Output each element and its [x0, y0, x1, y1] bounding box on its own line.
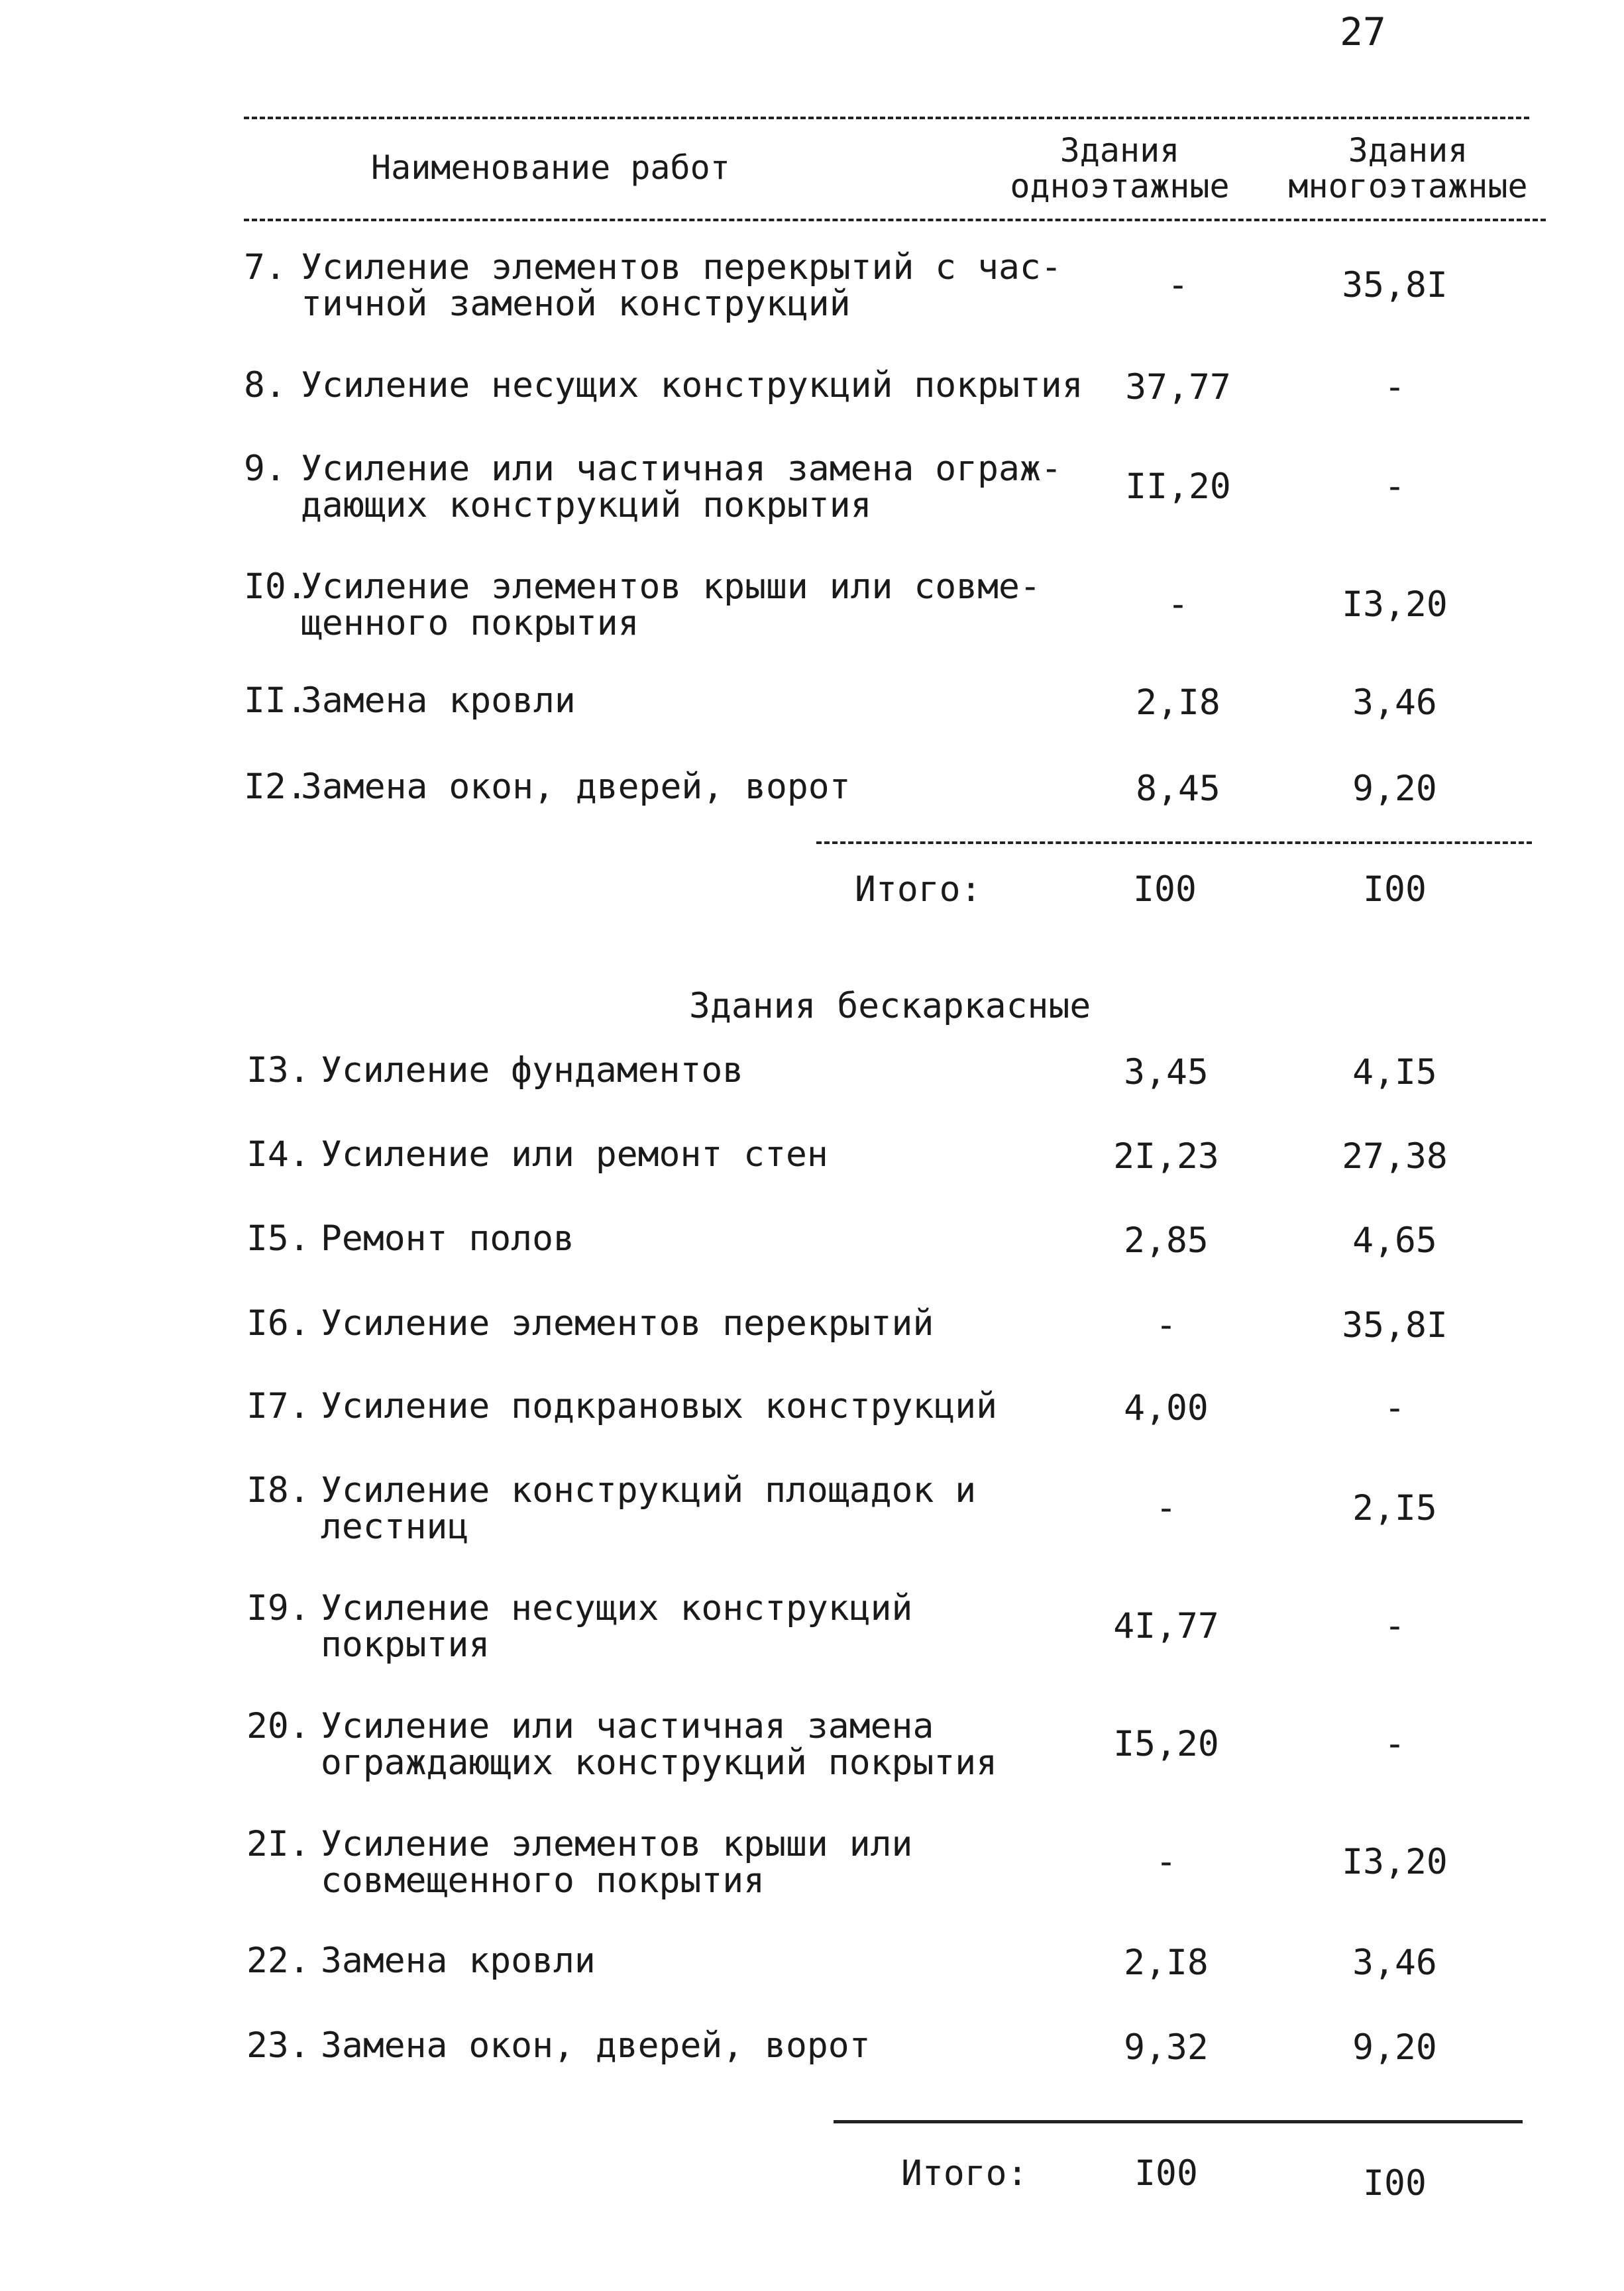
- item-number: I7.: [246, 1386, 310, 1426]
- value-single-storey: 8,45: [1136, 769, 1220, 809]
- item-text: Усиление или частичная замена ограж-: [301, 449, 1062, 489]
- value-single-storey: 37,77: [1125, 367, 1231, 407]
- value-multi-storey: 27,38: [1342, 1136, 1448, 1177]
- item-text: Замена кровли: [321, 1941, 596, 1981]
- item-text: Ремонт полов: [321, 1218, 574, 1259]
- value-multi-storey: I3,20: [1342, 584, 1448, 625]
- item-text: лестниц: [321, 1507, 469, 1547]
- list-item: [246, 1052, 743, 1089]
- total-1-single: I00: [1133, 869, 1197, 910]
- total-2-label: Итого:: [901, 2153, 1028, 2194]
- total-2-multi: I00: [1363, 2163, 1427, 2204]
- value-multi-storey: -: [1384, 367, 1405, 407]
- value-single-storey: II,20: [1125, 466, 1231, 507]
- item-number: 9.: [244, 449, 286, 489]
- item-number: 23.: [246, 2025, 310, 2066]
- value-multi-storey: 9,20: [1352, 769, 1437, 809]
- list-item: [244, 451, 1062, 523]
- item-text: Замена кровли: [301, 680, 576, 721]
- header-col-multi: [1275, 133, 1541, 204]
- item-text: Усиление подкрановых конструкций: [321, 1386, 998, 1426]
- value-single-storey: 2I,23: [1113, 1136, 1219, 1177]
- value-single-storey: 2,I8: [1136, 682, 1220, 723]
- value-single-storey: -: [1167, 265, 1189, 305]
- item-text: ограждающих конструкций покрытия: [321, 1742, 998, 1783]
- list-item: [244, 568, 1041, 641]
- item-text: Усиление фундаментов: [321, 1050, 744, 1091]
- item-number: I8.: [246, 1470, 310, 1511]
- item-text: Усиление несущих конструкций покрытия: [301, 365, 1083, 405]
- value-multi-storey: 9,20: [1352, 2027, 1437, 2068]
- total-2-single: I00: [1134, 2153, 1198, 2194]
- value-multi-storey: -: [1384, 466, 1405, 507]
- item-text: Усиление элементов перекрытий: [321, 1303, 934, 1344]
- list-item: [246, 1943, 596, 1979]
- value-multi-storey: -: [1384, 1388, 1405, 1428]
- item-text: Усиление или частичная замена: [321, 1706, 934, 1746]
- item-number: 7.: [244, 247, 286, 288]
- subtotal-rule-2: [834, 2120, 1523, 2123]
- list-item: [244, 367, 1083, 403]
- item-text: щенного покрытия: [301, 603, 639, 643]
- item-number: I5.: [246, 1218, 310, 1259]
- total-1-label: Итого:: [855, 869, 982, 910]
- value-single-storey: -: [1156, 1305, 1177, 1346]
- subtotal-rule-1: [816, 841, 1532, 844]
- list-item: [246, 1305, 934, 1342]
- value-multi-storey: -: [1384, 1724, 1405, 1764]
- list-item: [246, 1388, 997, 1424]
- item-number: I9.: [246, 1588, 310, 1628]
- value-multi-storey: I3,20: [1342, 1842, 1448, 1882]
- list-item: [244, 249, 1062, 322]
- header-col-single: [981, 133, 1259, 204]
- item-number: II.: [244, 680, 307, 721]
- value-multi-storey: 35,8I: [1342, 1305, 1448, 1346]
- value-single-storey: 2,85: [1124, 1220, 1209, 1261]
- item-text: дающих конструкций покрытия: [301, 485, 872, 525]
- value-single-storey: 4I,77: [1113, 1606, 1219, 1646]
- header-bottom-rule: [244, 219, 1546, 221]
- value-multi-storey: 3,46: [1352, 1943, 1437, 1983]
- list-item: [246, 2027, 871, 2064]
- page-number: 27: [1340, 9, 1386, 54]
- item-text: Замена окон, дверей, ворот: [301, 767, 851, 807]
- list-item: [246, 1590, 912, 1663]
- list-item: [244, 682, 576, 719]
- value-single-storey: 9,32: [1124, 2027, 1209, 2068]
- item-number: I0.: [244, 566, 307, 607]
- value-multi-storey: 2,I5: [1352, 1488, 1437, 1528]
- value-multi-storey: 35,8I: [1342, 265, 1448, 305]
- value-single-storey: I5,20: [1113, 1724, 1219, 1764]
- item-text: Усиление конструкций площадок и: [321, 1470, 977, 1511]
- list-item: [246, 1136, 828, 1173]
- value-single-storey: 4,00: [1124, 1388, 1209, 1428]
- value-single-storey: -: [1156, 1842, 1177, 1882]
- value-multi-storey: -: [1384, 1606, 1405, 1646]
- value-single-storey: -: [1167, 584, 1189, 625]
- list-item: [246, 1826, 912, 1899]
- value-multi-storey: 3,46: [1352, 682, 1437, 723]
- item-number: 8.: [244, 365, 286, 405]
- item-text: Замена окон, дверей, ворот: [321, 2025, 871, 2066]
- section-2-title: Здания бескаркасные: [689, 986, 1091, 1026]
- header-col-single-line1: Здания: [1059, 131, 1180, 170]
- list-item: [244, 769, 851, 805]
- value-multi-storey: 4,65: [1352, 1220, 1437, 1261]
- list-item: [246, 1708, 997, 1781]
- item-number: 22.: [246, 1941, 310, 1981]
- header-col-multi-line1: Здания: [1348, 131, 1468, 170]
- item-number: I4.: [246, 1134, 310, 1175]
- item-text: покрытия: [321, 1625, 490, 1665]
- value-single-storey: 2,I8: [1124, 1943, 1209, 1983]
- item-number: 2I.: [246, 1824, 310, 1864]
- total-1-multi: I00: [1363, 869, 1427, 910]
- list-item: [246, 1472, 976, 1545]
- item-text: Усиление элементов крыши или: [321, 1824, 913, 1864]
- item-text: Усиление элементов крыши или совме-: [301, 566, 1041, 607]
- header-col-name: Наименование работ: [371, 148, 730, 187]
- item-number: I6.: [246, 1303, 310, 1344]
- value-multi-storey: 4,I5: [1352, 1052, 1437, 1092]
- item-text: Усиление элементов перекрытий с час-: [301, 247, 1062, 288]
- item-number: I2.: [244, 767, 307, 807]
- item-text: тичной заменой конструкций: [301, 284, 851, 324]
- item-number: I3.: [246, 1050, 310, 1091]
- header-col-single-line2: одноэтажные: [1010, 167, 1230, 205]
- item-text: совмещенного покрытия: [321, 1860, 765, 1901]
- value-single-storey: -: [1156, 1488, 1177, 1528]
- header-top-rule: [244, 117, 1529, 119]
- list-item: [246, 1220, 574, 1257]
- header-col-multi-line2: многоэтажные: [1288, 167, 1528, 205]
- item-text: Усиление несущих конструкций: [321, 1588, 913, 1628]
- item-text: Усиление или ремонт стен: [321, 1134, 828, 1175]
- item-number: 20.: [246, 1706, 310, 1746]
- value-single-storey: 3,45: [1124, 1052, 1209, 1092]
